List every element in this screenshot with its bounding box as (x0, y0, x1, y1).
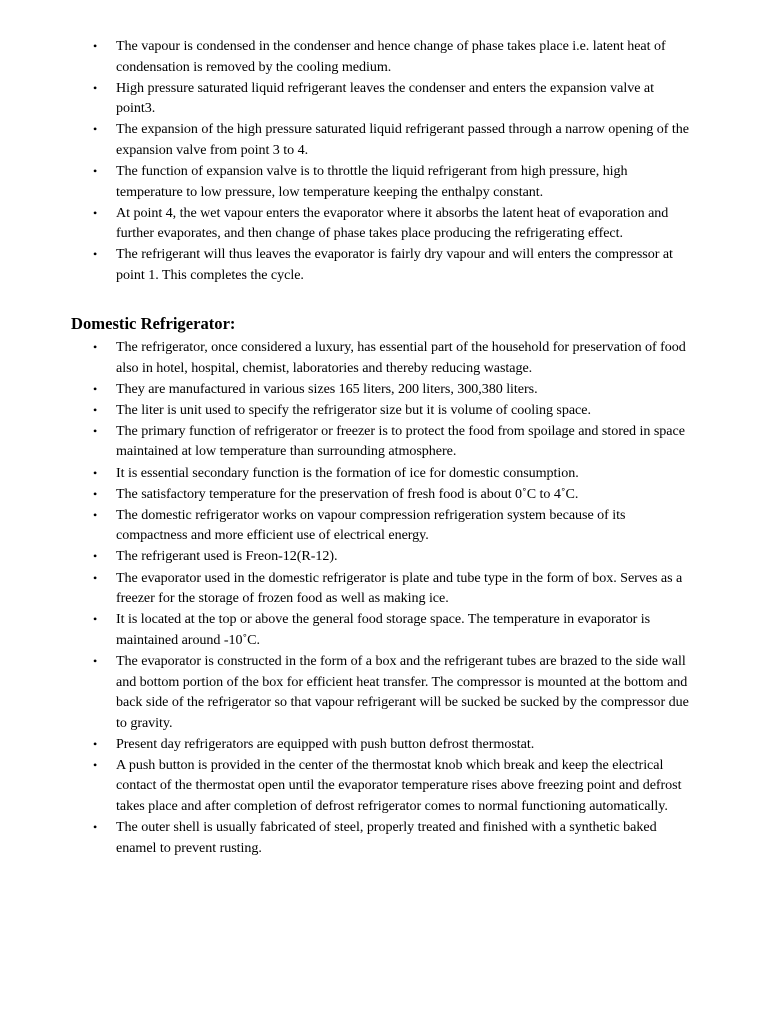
bullet-marker: • (93, 465, 98, 480)
list-item (93, 651, 693, 733)
list-item (93, 817, 693, 858)
bullet-marker: • (93, 80, 98, 95)
bullet-marker: • (93, 486, 98, 501)
list-item (93, 36, 693, 77)
list-item-text: The primary function of refrigerator or freezer is to protect the food from spoilage and stored in space maintained at low temperature than surrounding atmosphere. (116, 422, 685, 460)
list-item (93, 203, 693, 244)
bullet-marker: • (93, 39, 98, 53)
list-item (93, 78, 693, 119)
bullet-marker: • (93, 402, 98, 417)
bullet-marker: • (93, 820, 98, 835)
list-item (93, 337, 693, 378)
list-item-text: The refrigerator, once considered a luxury, has essential part of the household for preservation of food also in hotel, hospital, chemist, laboratories and thereby reducing wastage. (116, 339, 686, 376)
bullet-marker: • (93, 736, 98, 751)
bullet-marker: • (93, 549, 98, 564)
list-item-text: They are manufactured in various sizes 165 liters, 200 liters, 300,380 liters. (116, 380, 538, 397)
bullet-marker: • (93, 122, 98, 137)
bullet-marker: • (93, 612, 98, 627)
section-heading-domestic-refrigerator: Domestic Refrigerator: (71, 314, 236, 333)
list-item (93, 734, 693, 755)
list-item-text: The refrigerant will thus leaves the evaporator is fairly dry vapour and will enters the compressor at point 1. This completes the cycle. (116, 246, 673, 284)
list-item (93, 609, 693, 650)
list-item-text: High pressure saturated liquid refrigerant leaves the condenser and enters the expansion valve at point3. (116, 79, 654, 117)
list-item (93, 421, 693, 462)
list-item-text: The liter is unit used to specify the refrigerator size but it is volume of cooling space. (116, 401, 591, 418)
bullet-marker: • (93, 653, 98, 668)
list-item-text: The evaporator used in the domestic refrigerator is plate and tube type in the form of box. Serves as a freezer for the storage of frozen food as well as making ice. (116, 569, 683, 607)
list-item-text: The function of expansion valve is to throttle the liquid refrigerant from high pressure, high temperature to low pressure, low temperature keeping the enthalpy constant. (116, 163, 628, 200)
list-item-text: The refrigerant used is Freon-12(R-12). (116, 548, 338, 565)
list-item-text: The satisfactory temperature for the preservation of fresh food is about 0˚C to 4˚C. (116, 485, 579, 502)
list-item-text: The expansion of the high pressure saturated liquid refrigerant passed through a narrow opening of the expansion valve from point 3 to 4. (116, 121, 689, 158)
list-item (93, 400, 693, 421)
list-item-text: The vapour is condensed in the condenser and hence change of phase takes place i.e. latent heat of condensation is removed by the cooling medium. (116, 38, 666, 75)
bullet-marker: • (93, 757, 98, 772)
bullet-marker: • (93, 570, 98, 585)
list-item (93, 463, 693, 484)
list-item-text: It is located at the top or above the general food storage space. The temperature in evaporator is maintained around -10˚C. (116, 611, 651, 648)
list-item (93, 484, 693, 505)
list-item-text: It is essential secondary function is the formation of ice for domestic consumption. (116, 464, 579, 481)
list-item (93, 546, 693, 567)
list-item-text: Present day refrigerators are equipped with push button defrost thermostat. (116, 735, 535, 752)
list-item (93, 161, 693, 202)
list-item-text: A push button is provided in the center of the thermostat knob which break and keep the electrical contact of the thermostat open until the evaporator temperature rises above freezing point and defrost takes place and after completion of defrost refrigerator comes to normal functioning automatically. (116, 756, 682, 815)
cycle-bullet-list (93, 36, 693, 286)
list-item (93, 755, 693, 817)
domestic-bullet-list (93, 337, 693, 859)
bullet-marker: • (93, 381, 98, 396)
list-item (93, 568, 693, 609)
bullet-marker: • (93, 247, 98, 262)
list-item (93, 505, 693, 546)
list-item-text: The outer shell is usually fabricated of steel, properly treated and finished with a synthetic baked enamel to prevent rusting. (116, 819, 657, 856)
list-item-text: The evaporator is constructed in the form of a box and the refrigerant tubes are brazed to the side wall and bottom portion of the box for efficient heat transfer. The compressor is mounted at the bottom and back side of the refrigerator so that vapour refrigerant will be sucked be sucked by the compressor due to gravity. (116, 652, 689, 731)
bullet-marker: • (93, 205, 98, 220)
list-item (93, 119, 693, 160)
bullet-marker: • (93, 507, 98, 522)
list-item (93, 379, 693, 400)
bullet-marker: • (93, 340, 98, 354)
bullet-marker: • (93, 164, 98, 179)
list-item-text: The domestic refrigerator works on vapour compression refrigeration system because of its compactness and more efficient use of electrical energy. (116, 506, 626, 544)
list-item (93, 244, 693, 285)
list-item-text: At point 4, the wet vapour enters the evaporator where it absorbs the latent heat of evaporation and further evaporates, and then change of phase takes place producing the refrigerating effect. (116, 204, 669, 242)
bullet-marker: • (93, 423, 98, 438)
